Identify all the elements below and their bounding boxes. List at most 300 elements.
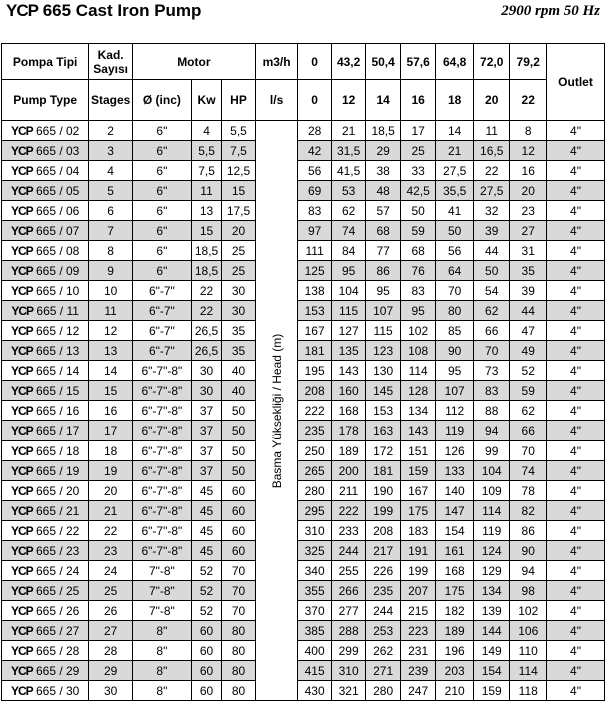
hp-value: 60 [222,501,256,521]
head-value: 119 [436,421,474,441]
hp-value: 30 [222,281,256,301]
kw-value: 30 [191,381,221,401]
head-value: 95 [400,301,436,321]
head-value: 168 [436,561,474,581]
flow-m3h: 79,2 [510,44,547,80]
table-row [2,661,605,681]
brand-logo: YCP [10,183,33,198]
col-pompa-tipi: Pompa Tipi [2,44,89,80]
diameter-value: 6"-7"-8" [132,541,191,561]
head-value: 244 [366,601,401,621]
page-title-text: 665 Cast Iron Pump [42,1,202,20]
head-value: 50 [436,221,474,241]
head-value: 207 [400,581,436,601]
stages-value: 11 [89,301,133,321]
head-value: 85 [436,321,474,341]
table-row [2,341,605,361]
diameter-value: 6" [132,141,191,161]
head-value: 108 [400,341,436,361]
diameter-value: 6" [132,181,191,201]
head-value: 70 [436,281,474,301]
pump-model-number: 665 / 10 [35,283,80,298]
col-stages: Stages [89,80,133,121]
head-value: 90 [510,541,547,561]
head-value: 140 [436,481,474,501]
kw-value: 52 [191,581,221,601]
head-value: 111 [298,241,331,261]
brand-logo: YCP [10,323,33,338]
brand-logo: YCP [10,543,33,558]
diameter-value: 7"-8" [132,601,191,621]
head-value: 189 [331,441,366,461]
head-value: 153 [298,301,331,321]
head-value: 50 [400,201,436,221]
stages-value: 15 [89,381,133,401]
stages-value: 18 [89,441,133,461]
diameter-value: 6"-7"-8" [132,461,191,481]
head-value: 160 [331,381,366,401]
header-row-2 [2,80,605,121]
head-value: 74 [331,221,366,241]
head-value: 321 [331,681,366,701]
hp-value: 20 [222,221,256,241]
head-value: 97 [298,221,331,241]
pump-model-number: 665 / 05 [35,183,80,198]
head-value: 104 [331,281,366,301]
outlet-value: 4" [547,121,605,141]
stages-value: 25 [89,581,133,601]
head-value: 44 [473,241,510,261]
head-value: 20 [510,181,547,201]
stages-value: 23 [89,541,133,561]
head-value: 159 [400,461,436,481]
outlet-value: 4" [547,301,605,321]
brand-logo: YCP [10,243,33,258]
kw-value: 11 [191,181,221,201]
head-value: 109 [473,481,510,501]
stages-value: 6 [89,201,133,221]
table-row [2,381,605,401]
stages-value: 10 [89,281,133,301]
diameter-value: 6" [132,161,191,181]
head-value: 52 [510,361,547,381]
kw-value: 22 [191,281,221,301]
hp-value: 25 [222,241,256,261]
table-row [2,241,605,261]
pump-model-number: 665 / 27 [35,623,80,638]
head-value: 226 [366,561,401,581]
head-value: 21 [331,121,366,141]
pump-model-number: 665 / 26 [35,603,80,618]
head-value: 199 [400,561,436,581]
head-value: 222 [298,401,331,421]
table-row [2,561,605,581]
head-value: 44 [510,301,547,321]
pump-model-number: 665 / 16 [35,403,80,418]
flow-ls: 14 [366,80,401,121]
outlet-value: 4" [547,241,605,261]
brand-logo: YCP [10,263,33,278]
stages-value: 24 [89,561,133,581]
head-value: 39 [473,221,510,241]
outlet-value: 4" [547,281,605,301]
pump-model [2,521,89,541]
head-value: 134 [473,581,510,601]
head-value: 161 [436,541,474,561]
outlet-value: 4" [547,441,605,461]
kw-value: 45 [191,481,221,501]
head-value: 42,5 [400,181,436,201]
head-value: 23 [510,201,547,221]
brand-logo: YCP [10,603,33,618]
table-row [2,521,605,541]
pump-model [2,461,89,481]
head-value: 235 [298,421,331,441]
head-value: 172 [366,441,401,461]
diameter-value: 6"-7"-8" [132,361,191,381]
head-value: 73 [473,361,510,381]
hp-value: 70 [222,561,256,581]
stages-value: 21 [89,501,133,521]
stages-value: 12 [89,321,133,341]
head-value: 415 [298,661,331,681]
pump-model [2,441,89,461]
head-value: 48 [366,181,401,201]
head-value: 147 [436,501,474,521]
head-value: 430 [298,681,331,701]
diameter-value: 6"-7"-8" [132,501,191,521]
head-value: 210 [436,681,474,701]
outlet-value: 4" [547,621,605,641]
pump-model [2,341,89,361]
head-value: 50 [473,261,510,281]
pump-model-number: 665 / 20 [35,483,80,498]
head-value: 178 [331,421,366,441]
head-value: 277 [331,601,366,621]
pump-model-number: 665 / 04 [35,163,80,178]
brand-logo: YCP [10,123,33,138]
head-value: 355 [298,581,331,601]
outlet-value: 4" [547,161,605,181]
kw-value: 60 [191,681,221,701]
pump-model [2,241,89,261]
hp-value: 80 [222,681,256,701]
diameter-value: 6" [132,221,191,241]
hp-value: 30 [222,301,256,321]
head-value: 94 [473,421,510,441]
hp-value: 7,5 [222,141,256,161]
kw-value: 52 [191,601,221,621]
head-value: 95 [436,361,474,381]
head-value: 56 [436,241,474,261]
brand-logo: YCP [10,523,33,538]
head-value: 35,5 [436,181,474,201]
head-value: 222 [331,501,366,521]
head-value: 35 [510,261,547,281]
flow-ls: 16 [400,80,436,121]
diameter-value: 7"-8" [132,581,191,601]
stages-value: 2 [89,121,133,141]
head-value: 84 [331,241,366,261]
table-row [2,681,605,701]
head-value: 42 [298,141,331,161]
kw-value: 60 [191,621,221,641]
diameter-value: 6"-7"-8" [132,441,191,461]
head-value: 255 [331,561,366,581]
head-value: 27,5 [436,161,474,181]
flow-m3h: 72,0 [473,44,510,80]
head-value: 310 [331,661,366,681]
head-value: 153 [366,401,401,421]
diameter-value: 7"-8" [132,561,191,581]
stages-value: 5 [89,181,133,201]
pump-model-number: 665 / 28 [35,643,80,658]
kw-value: 45 [191,501,221,521]
speed-label: 2900 rpm 50 Hz [501,3,600,19]
head-value: 115 [331,301,366,321]
table-row [2,501,605,521]
head-value: 66 [473,321,510,341]
col-m3h: m3/h [255,44,298,80]
brand-logo: YCP [10,483,33,498]
head-value: 127 [331,321,366,341]
head-value: 119 [473,521,510,541]
pump-model [2,641,89,661]
head-value: 135 [331,341,366,361]
diameter-value: 6" [132,261,191,281]
head-value: 208 [366,521,401,541]
stages-value: 22 [89,521,133,541]
table-row [2,641,605,661]
head-value: 39 [510,281,547,301]
hp-value: 5,5 [222,121,256,141]
head-value: 70 [510,441,547,461]
head-value: 253 [366,621,401,641]
table-row [2,481,605,501]
brand-logo: YCP [10,343,33,358]
hp-value: 35 [222,341,256,361]
brand-logo: YCP [10,583,33,598]
table-row [2,141,605,161]
head-value: 16 [510,161,547,181]
diameter-value: 6"-7"-8" [132,381,191,401]
hp-value: 35 [222,321,256,341]
flow-m3h: 43,2 [331,44,366,80]
diameter-value: 8" [132,681,191,701]
head-value: 59 [400,221,436,241]
brand-logo: YCP [10,143,33,158]
col-outlet: Outlet [547,44,605,121]
head-value: 66 [510,421,547,441]
diameter-value: 6" [132,121,191,141]
head-value: 128 [400,381,436,401]
head-value: 266 [331,581,366,601]
pump-model [2,421,89,441]
kw-value: 26,5 [191,321,221,341]
pump-model [2,501,89,521]
head-value: 33 [400,161,436,181]
head-value: 235 [366,581,401,601]
head-value: 25 [400,141,436,161]
brand-logo: YCP [10,643,33,658]
table-row [2,221,605,241]
head-value: 107 [436,381,474,401]
brand-logo: YCP [10,503,33,518]
diameter-value: 6"-7"-8" [132,421,191,441]
title-bar [0,0,608,24]
stages-value: 3 [89,141,133,161]
head-value: 95 [331,261,366,281]
table-row [2,201,605,221]
head-value: 16,5 [473,141,510,161]
brand-logo: YCP [10,623,33,638]
head-value: 54 [473,281,510,301]
head-value: 262 [366,641,401,661]
pump-model [2,661,89,681]
hp-value: 80 [222,661,256,681]
diameter-value: 6" [132,201,191,221]
stages-value: 16 [89,401,133,421]
stages-value: 17 [89,421,133,441]
outlet-value: 4" [547,181,605,201]
pump-model [2,121,89,141]
stages-value: 26 [89,601,133,621]
flow-ls: 20 [473,80,510,121]
stages-value: 29 [89,661,133,681]
table-row [2,261,605,281]
page-title [6,1,201,21]
head-value: 217 [366,541,401,561]
head-value: 370 [298,601,331,621]
outlet-value: 4" [547,421,605,441]
kw-value: 15 [191,221,221,241]
head-value: 123 [366,341,401,361]
kw-value: 18,5 [191,261,221,281]
pump-model [2,681,89,701]
head-value: 86 [366,261,401,281]
kw-value: 37 [191,421,221,441]
kw-value: 22 [191,301,221,321]
head-value: 175 [400,501,436,521]
head-value: 88 [473,401,510,421]
diameter-value: 8" [132,661,191,681]
head-value: 181 [366,461,401,481]
table-row [2,461,605,481]
diameter-value: 6"-7"-8" [132,481,191,501]
head-value: 154 [473,661,510,681]
head-value: 271 [366,661,401,681]
flow-ls: 18 [436,80,474,121]
pump-model-number: 665 / 07 [35,223,80,238]
head-value: 78 [510,481,547,501]
flow-ls: 0 [298,80,331,121]
head-value: 143 [400,421,436,441]
head-value: 129 [473,561,510,581]
head-value: 47 [510,321,547,341]
head-value: 400 [298,641,331,661]
head-value: 190 [366,481,401,501]
head-value: 102 [400,321,436,341]
head-value: 28 [298,121,331,141]
head-value: 223 [400,621,436,641]
head-value: 114 [400,361,436,381]
kw-value: 7,5 [191,161,221,181]
head-value: 41 [436,201,474,221]
head-value: 80 [436,301,474,321]
outlet-value: 4" [547,401,605,421]
head-value: 200 [331,461,366,481]
head-value: 168 [331,401,366,421]
head-value: 183 [400,521,436,541]
stages-value: 9 [89,261,133,281]
head-value: 18,5 [366,121,401,141]
outlet-value: 4" [547,561,605,581]
head-value: 133 [436,461,474,481]
table-row [2,121,605,141]
head-value: 114 [510,661,547,681]
pump-model [2,381,89,401]
pump-model-number: 665 / 18 [35,443,80,458]
pump-model-number: 665 / 19 [35,463,80,478]
hp-value: 50 [222,461,256,481]
head-value: 191 [400,541,436,561]
head-value: 12 [510,141,547,161]
head-axis-label-cell [255,121,298,701]
brand-logo: YCP [10,203,33,218]
pump-model [2,261,89,281]
pump-model-number: 665 / 25 [35,583,80,598]
head-value: 62 [510,401,547,421]
pump-model [2,481,89,501]
brand-logo: YCP [10,663,33,678]
hp-value: 50 [222,401,256,421]
brand-logo: YCP [10,223,33,238]
pump-model-number: 665 / 22 [35,523,80,538]
pump-model-number: 665 / 14 [35,363,80,378]
head-value: 76 [400,261,436,281]
pump-model-number: 665 / 29 [35,663,80,678]
head-value: 250 [298,441,331,461]
brand-logo: YCP [10,423,33,438]
col-pump-type: Pump Type [2,80,89,121]
table-row [2,361,605,381]
head-value: 95 [366,281,401,301]
table-row [2,581,605,601]
head-value: 106 [510,621,547,641]
kw-value: 5,5 [191,141,221,161]
diameter-value: 6"-7"-8" [132,401,191,421]
head-value: 134 [400,401,436,421]
head-value: 182 [436,601,474,621]
kw-value: 45 [191,541,221,561]
head-axis-label: Basma Yüksekliği / Head (m) [269,333,284,488]
head-value: 114 [473,501,510,521]
head-value: 280 [366,681,401,701]
hp-value: 25 [222,261,256,281]
head-value: 70 [473,341,510,361]
head-value: 83 [473,381,510,401]
head-value: 104 [473,461,510,481]
head-value: 181 [298,341,331,361]
pump-model [2,401,89,421]
head-value: 107 [366,301,401,321]
head-value: 31,5 [331,141,366,161]
table-row [2,421,605,441]
head-value: 69 [298,181,331,201]
pump-model [2,581,89,601]
stages-value: 28 [89,641,133,661]
pump-model-number: 665 / 08 [35,243,80,258]
